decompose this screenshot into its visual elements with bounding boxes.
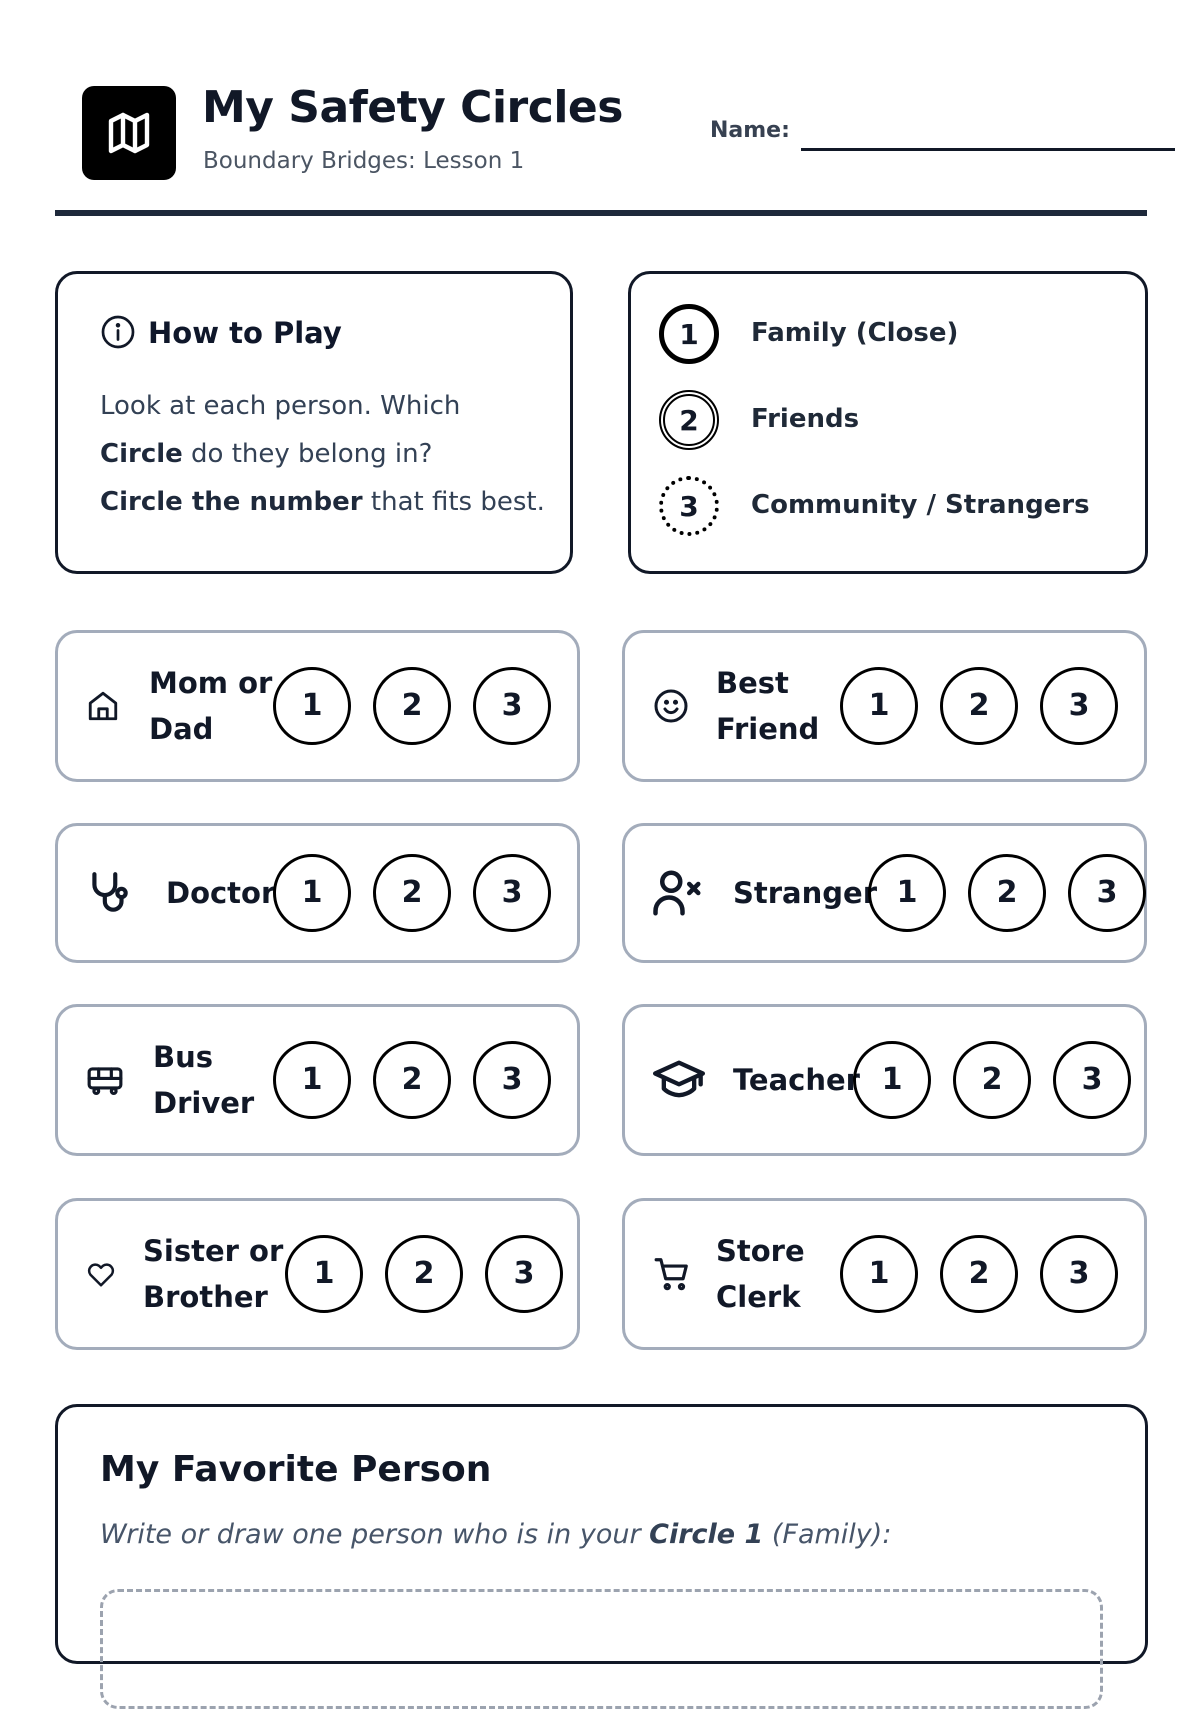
- name-label: Name:: [710, 118, 790, 143]
- person-label: Teacher: [733, 1063, 860, 1097]
- map-icon: [105, 109, 153, 157]
- circles-legend: [628, 271, 1148, 574]
- house-icon: [86, 689, 120, 723]
- person-card-stranger: [622, 823, 1147, 963]
- choice-circle-1[interactable]: 1: [868, 854, 946, 932]
- choice-circle-3[interactable]: 3: [473, 854, 551, 932]
- legend-circle-2: 2: [659, 390, 719, 450]
- person-card-teacher: [622, 1004, 1147, 1156]
- page-title: My Safety Circles: [202, 82, 623, 133]
- how-to-play-instructions: [100, 382, 560, 526]
- instruction-text: that fits best.: [362, 487, 545, 517]
- person-label: [143, 1228, 283, 1320]
- choice-circle-3[interactable]: 3: [485, 1235, 563, 1313]
- worksheet-header: [55, 82, 1147, 212]
- choice-circle-2[interactable]: 2: [373, 1041, 451, 1119]
- choice-circle-1[interactable]: 1: [853, 1041, 931, 1119]
- choice-circle-1[interactable]: 1: [840, 667, 918, 745]
- person-label: Stranger: [733, 876, 877, 910]
- choice-circle-2[interactable]: 2: [953, 1041, 1031, 1119]
- person-card-sister-or-brother: [55, 1198, 580, 1350]
- choice-circle-3[interactable]: 3: [1040, 1235, 1118, 1313]
- choice-circle-2[interactable]: 2: [385, 1235, 463, 1313]
- legend-circle-1: 1: [659, 304, 719, 364]
- how-to-play-title: How to Play: [148, 316, 342, 350]
- label-line: Clerk: [716, 1280, 801, 1314]
- person-label: [149, 660, 272, 752]
- choice-circle-1[interactable]: 1: [273, 854, 351, 932]
- label-line: Bus: [153, 1040, 214, 1074]
- choice-circle-3[interactable]: 3: [1068, 854, 1146, 932]
- instruction-bold: Circle: [100, 439, 183, 469]
- choice-circle-1[interactable]: 1: [273, 1041, 351, 1119]
- person-card-store-clerk: [622, 1198, 1147, 1350]
- choice-circle-1[interactable]: 1: [840, 1235, 918, 1313]
- bus-icon: [86, 1061, 124, 1099]
- choice-circle-2[interactable]: 2: [940, 667, 1018, 745]
- prompt-bold: Circle 1: [649, 1519, 764, 1550]
- heart-icon: [86, 1259, 116, 1289]
- choice-circle-2[interactable]: 2: [940, 1235, 1018, 1313]
- choice-circle-3[interactable]: 3: [1053, 1041, 1131, 1119]
- legend-circle-3: 3: [659, 476, 719, 536]
- label-line: Dad: [149, 712, 214, 746]
- stethoscope-icon: [84, 868, 134, 918]
- label-line: Driver: [153, 1086, 255, 1120]
- person-label: [153, 1034, 254, 1126]
- choice-circle-2[interactable]: 2: [968, 854, 1046, 932]
- drawing-area[interactable]: [100, 1589, 1103, 1709]
- how-to-play-heading: [100, 316, 342, 353]
- favorite-person-prompt: [100, 1519, 891, 1550]
- choice-circle-2[interactable]: 2: [373, 854, 451, 932]
- logo: [82, 86, 176, 180]
- graduation-cap-icon: [653, 1054, 705, 1106]
- choice-circle-1[interactable]: 1: [273, 667, 351, 745]
- choice-circle-3[interactable]: 3: [1040, 667, 1118, 745]
- choice-circle-3[interactable]: 3: [473, 1041, 551, 1119]
- info-icon: [100, 314, 136, 350]
- instruction-line: [100, 478, 560, 526]
- person-card-bus-driver: [55, 1004, 580, 1156]
- choice-circle-3[interactable]: 3: [473, 667, 551, 745]
- favorite-person-panel: [55, 1404, 1148, 1664]
- name-field[interactable]: [801, 148, 1175, 151]
- prompt-text: (Family):: [763, 1519, 892, 1550]
- label-line: Best: [716, 666, 789, 700]
- person-label: [716, 660, 819, 752]
- label-line: Sister or: [143, 1234, 284, 1268]
- shopping-cart-icon: [653, 1255, 691, 1293]
- smiley-icon: [653, 688, 689, 724]
- person-label: Doctor: [166, 876, 276, 910]
- person-card-best-friend: [622, 630, 1147, 782]
- legend-label: Friends: [751, 404, 860, 434]
- instruction-line: [100, 430, 560, 478]
- how-to-play-panel: [55, 271, 573, 574]
- instruction-text: do they belong in?: [182, 439, 433, 469]
- page-subtitle: Boundary Bridges: Lesson 1: [203, 148, 525, 174]
- person-card-mom-or-dad: [55, 630, 580, 782]
- person-card-doctor: [55, 823, 580, 963]
- label-line: Brother: [143, 1280, 268, 1314]
- choice-circle-1[interactable]: 1: [285, 1235, 363, 1313]
- legend-label: Family (Close): [751, 318, 959, 348]
- user-x-icon: [651, 866, 705, 920]
- label-line: Mom or: [149, 666, 273, 700]
- choice-circle-2[interactable]: 2: [373, 667, 451, 745]
- favorite-person-title: My Favorite Person: [100, 1449, 492, 1490]
- prompt-text: Write or draw one person who is in your: [100, 1519, 650, 1550]
- header-divider: [55, 210, 1147, 216]
- label-line: Store: [716, 1234, 805, 1268]
- person-label: [716, 1228, 805, 1320]
- instruction-bold: Circle the number: [100, 487, 363, 517]
- label-line: Friend: [716, 712, 820, 746]
- instruction-line: Look at each person. Which: [100, 391, 461, 421]
- legend-label: Community / Strangers: [751, 490, 1090, 520]
